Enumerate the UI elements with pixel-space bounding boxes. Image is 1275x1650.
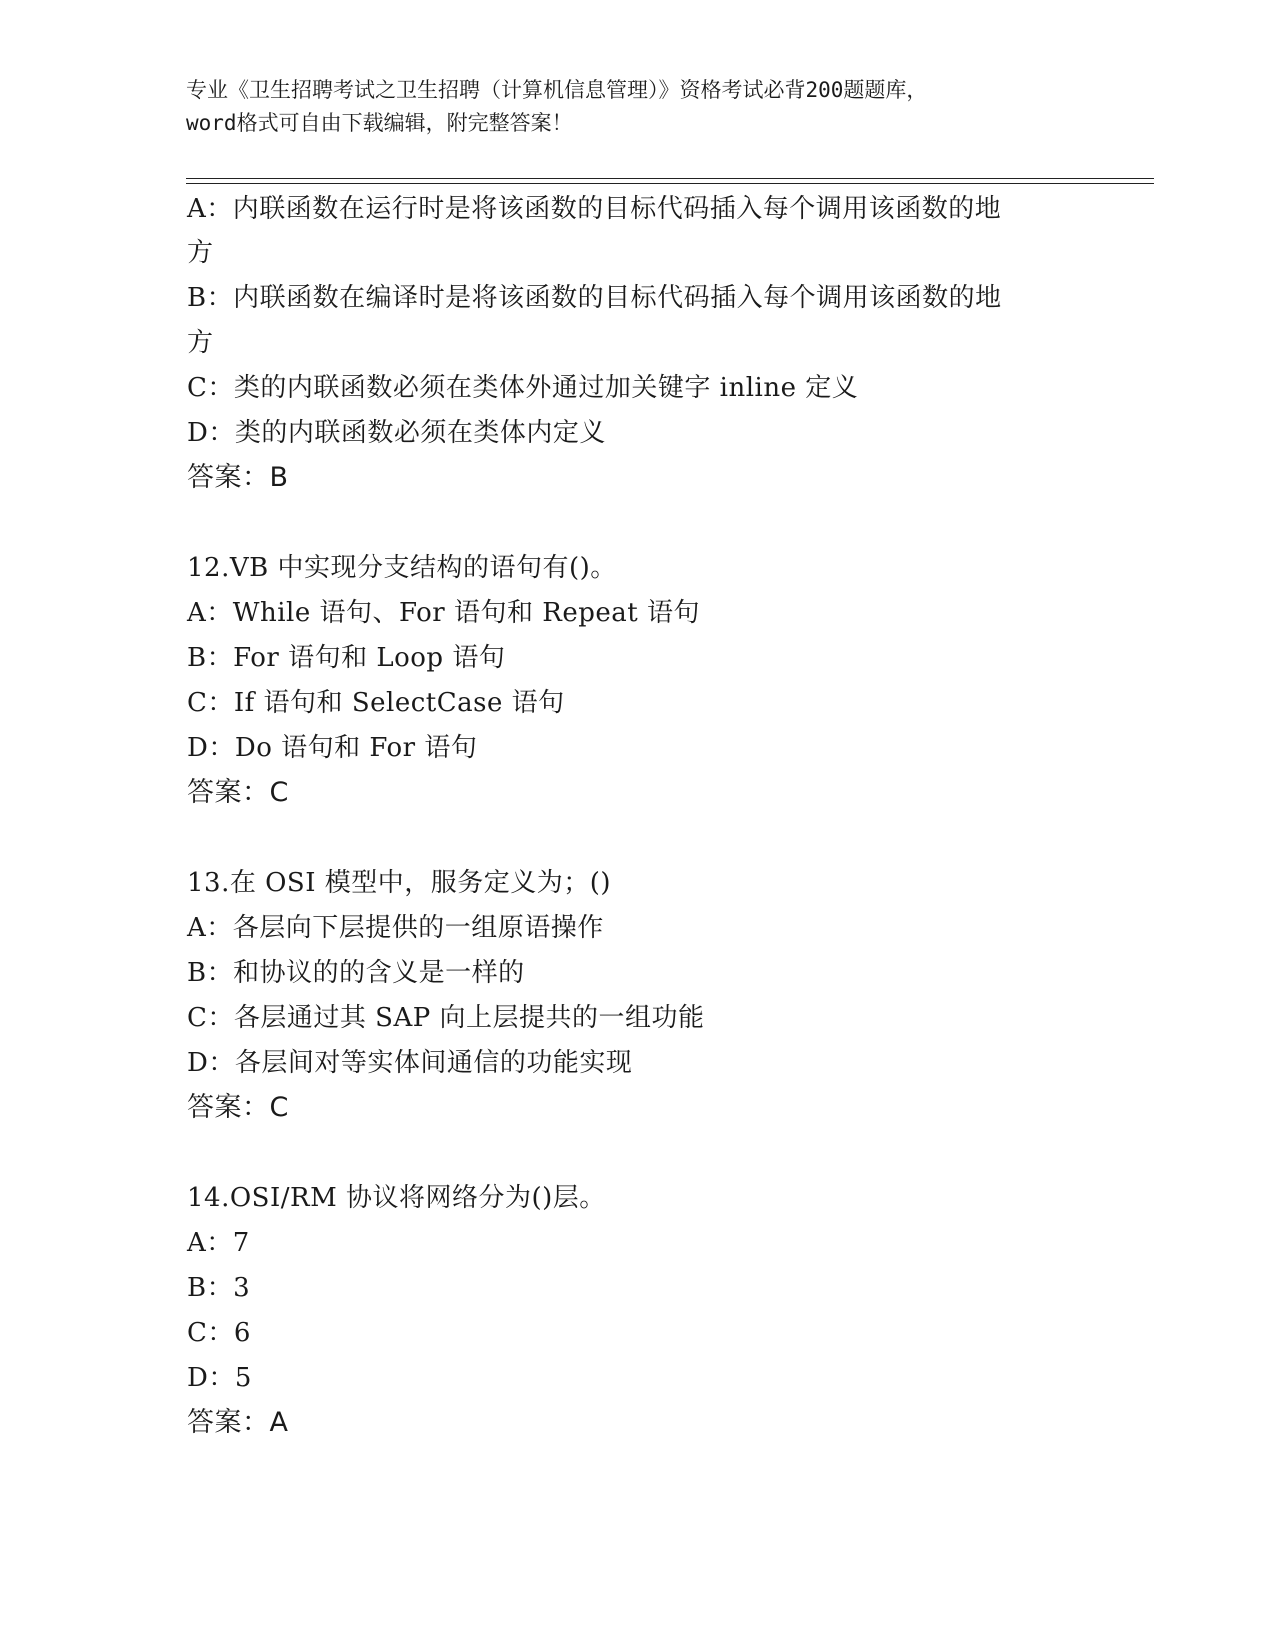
q14-option-b: B：3	[187, 1273, 251, 1303]
q12-answer: 答案：C	[187, 777, 289, 808]
q13-option-a: A：各层向下层提供的一组原语操作	[187, 913, 604, 943]
q13-option-d: D：各层间对等实体间通信的功能实现	[187, 1048, 633, 1078]
q14-option-d: D：5	[187, 1363, 252, 1393]
q11-option-d: D：类的内联函数必须在类体内定义	[187, 418, 606, 448]
q11-option-a-line-1: A：内联函数在运行时是将该函数的目标代码插入每个调用该函数的地	[187, 194, 1002, 224]
q14-option-c: C：6	[187, 1318, 251, 1348]
header-line-2: word格式可自由下载编辑，附完整答案！	[186, 111, 573, 135]
q12-option-d: D：Do 语句和 For 语句	[187, 733, 478, 763]
q12-option-c: C：If 语句和 SelectCase 语句	[187, 688, 565, 718]
header-line-1: 专业《卫生招聘考试之卫生招聘（计算机信息管理）》资格考试必背200题题库，	[186, 78, 928, 102]
q13-answer: 答案：C	[187, 1092, 289, 1123]
q14-stem: 14.OSI/RM 协议将网络分为()层。	[187, 1183, 606, 1213]
document-header	[186, 74, 1086, 140]
q12-option-a: A：While 语句、For 语句和 Repeat 语句	[187, 598, 700, 628]
header-divider-bottom	[186, 183, 1154, 184]
q11-option-a-line-2: 方	[187, 238, 214, 268]
q11-answer: 答案：B	[187, 462, 289, 493]
q12-stem: 12.VB 中实现分支结构的语句有()。	[187, 553, 617, 583]
q13-option-c: C：各层通过其 SAP 向上层提共的一组功能	[187, 1003, 705, 1033]
q14-option-a: A：7	[187, 1228, 250, 1258]
q11-option-c: C：类的内联函数必须在类体外通过加关键字 inline 定义	[187, 373, 859, 403]
header-divider-top	[186, 178, 1154, 179]
q13-option-b: B：和协议的的含义是一样的	[187, 958, 525, 988]
q12-option-b: B：For 语句和 Loop 语句	[187, 643, 506, 673]
q11-option-b-line-2: 方	[187, 328, 214, 358]
q11-option-b-line-1: B：内联函数在编译时是将该函数的目标代码插入每个调用该函数的地	[187, 283, 1002, 313]
q13-stem: 13.在 OSI 模型中，服务定义为；()	[187, 868, 612, 898]
q14-answer: 答案：A	[187, 1407, 289, 1438]
